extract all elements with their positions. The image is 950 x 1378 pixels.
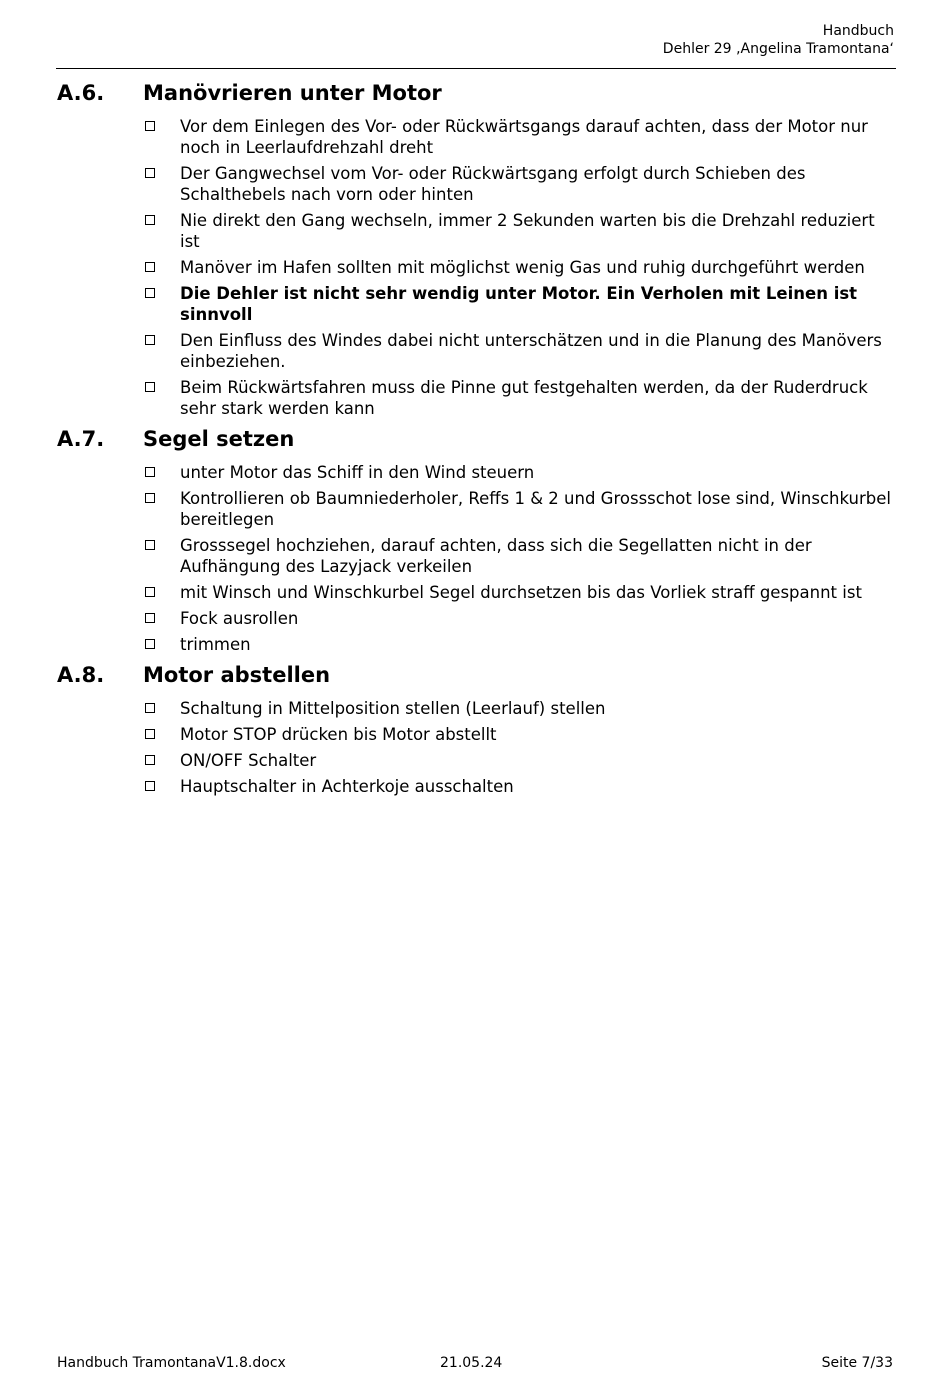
checklist-item-text: unter Motor das Schiff in den Wind steuern: [180, 463, 535, 482]
section: [0, 660, 950, 797]
checklist-item-text: Vor dem Einlegen des Vor- oder Rückwärtsgangs darauf achten, dass der Motor nur noch in Leerlaufdrehzahl dreht: [180, 117, 868, 157]
checkbox-icon: [145, 540, 155, 550]
checkbox-icon: [145, 493, 155, 503]
checkbox-icon: [145, 587, 155, 597]
header-subtitle: Dehler 29 ‚Angelina Tramontana‘: [662, 41, 894, 57]
section-number: A.6.: [57, 81, 105, 105]
checklist-item: [0, 330, 950, 372]
checklist: [0, 116, 950, 419]
checklist-item: [0, 608, 950, 629]
checkbox-icon: [145, 729, 155, 739]
section-number: A.8.: [57, 663, 105, 687]
checklist-item-text: Motor STOP drücken bis Motor abstellt: [180, 725, 497, 744]
footer-filename: Handbuch TramontanaV1.8.docx: [57, 1355, 286, 1371]
checklist-item: [0, 582, 950, 603]
checklist-item: [0, 750, 950, 771]
checklist-item-text: Grosssegel hochziehen, darauf achten, dass sich die Segellatten nicht in der Aufhängung des Lazyjack verkeilen: [180, 536, 812, 576]
section-heading: [0, 660, 950, 690]
checklist-item-text: Die Dehler ist nicht sehr wendig unter Motor. Ein Verholen mit Leinen ist sinnvoll: [180, 284, 858, 324]
checklist-item: [0, 634, 950, 655]
document-body: [0, 78, 950, 802]
checkbox-icon: [145, 262, 155, 272]
checkbox-icon: [145, 467, 155, 477]
section: [0, 424, 950, 655]
checklist-item-text: Hauptschalter in Achterkoje ausschalten: [180, 777, 514, 796]
footer-date: 21.05.24: [440, 1355, 503, 1371]
checkbox-icon: [145, 121, 155, 131]
checklist-item: [0, 724, 950, 745]
checklist-item-text: ON/OFF Schalter: [180, 751, 317, 770]
checklist-item: [0, 535, 950, 577]
checkbox-icon: [145, 215, 155, 225]
checklist-item-text: Nie direkt den Gang wechseln, immer 2 Sekunden warten bis die Drehzahl reduziert ist: [180, 211, 875, 251]
checklist: [0, 698, 950, 797]
section-title: Manövrieren unter Motor: [143, 81, 442, 105]
section-heading: [0, 78, 950, 108]
checklist-item-text: Manöver im Hafen sollten mit möglichst wenig Gas und ruhig durchgeführt werden: [180, 258, 865, 277]
checklist-item-text: Fock ausrollen: [180, 609, 299, 628]
footer-page-number: Seite 7/33: [821, 1355, 893, 1371]
checklist-item: [0, 257, 950, 278]
checkbox-icon: [145, 639, 155, 649]
checklist-item-text: Den Einfluss des Windes dabei nicht unterschätzen und in die Planung des Manövers einbeziehen.: [180, 331, 882, 371]
checkbox-icon: [145, 781, 155, 791]
checklist-item: [0, 776, 950, 797]
checkbox-icon: [145, 613, 155, 623]
header-title: Handbuch: [822, 23, 894, 39]
checkbox-icon: [145, 168, 155, 178]
checklist: [0, 462, 950, 655]
checklist-item: [0, 698, 950, 719]
checklist-item: [0, 283, 950, 325]
checkbox-icon: [145, 703, 155, 713]
checkbox-icon: [145, 755, 155, 765]
checklist-item-text: Der Gangwechsel vom Vor- oder Rückwärtsgang erfolgt durch Schieben des Schalthebels nach vorn oder hinten: [180, 164, 806, 204]
section-heading: [0, 424, 950, 454]
checklist-item: [0, 377, 950, 419]
checklist-item-text: Kontrollieren ob Baumniederholer, Reffs 1 & 2 und Grossschot lose sind, Winschkurbel bereitlegen: [180, 489, 891, 529]
checklist-item-text: mit Winsch und Winschkurbel Segel durchsetzen bis das Vorliek straff gespannt ist: [180, 583, 862, 602]
checklist-item-text: trimmen: [180, 635, 251, 654]
checkbox-icon: [145, 288, 155, 298]
header-divider: [56, 68, 896, 69]
checklist-item: [0, 210, 950, 252]
section: [0, 78, 950, 419]
checklist-item: [0, 488, 950, 530]
checklist-item-text: Schaltung in Mittelposition stellen (Leerlauf) stellen: [180, 699, 606, 718]
checklist-item: [0, 116, 950, 158]
section-number: A.7.: [57, 427, 105, 451]
section-title: Motor abstellen: [143, 663, 331, 687]
section-title: Segel setzen: [143, 427, 295, 451]
checkbox-icon: [145, 335, 155, 345]
checklist-item: [0, 462, 950, 483]
checklist-item: [0, 163, 950, 205]
checkbox-icon: [145, 382, 155, 392]
checklist-item-text: Beim Rückwärtsfahren muss die Pinne gut festgehalten werden, da der Ruderdruck sehr stark werden kann: [180, 378, 868, 418]
page-header: [663, 22, 894, 58]
